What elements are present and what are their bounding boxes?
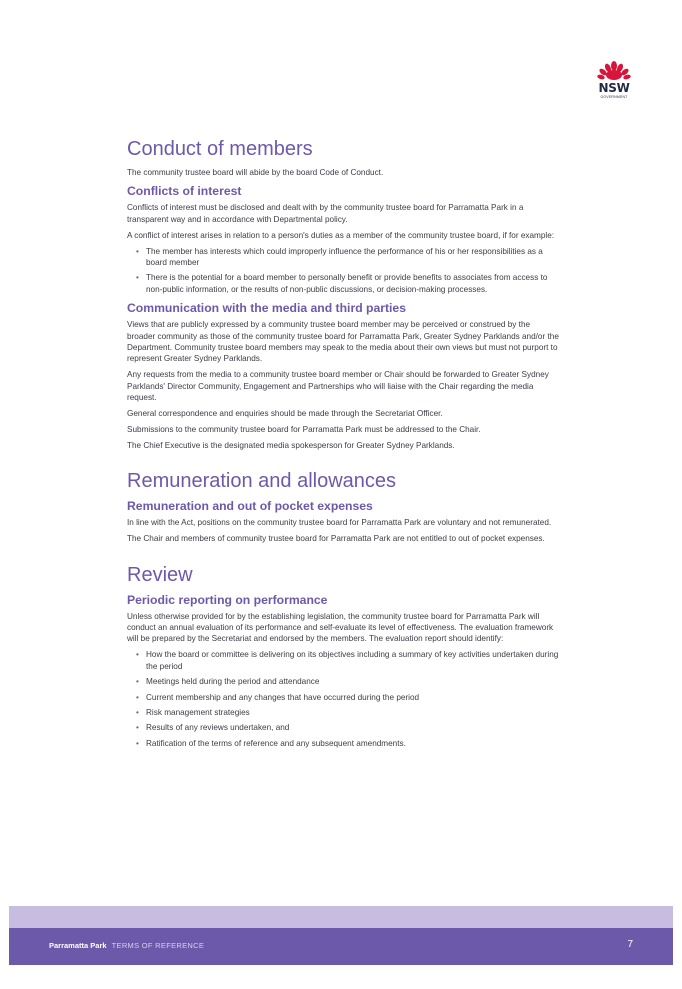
footer-document-name: TERMS OF REFERENCE (111, 941, 205, 950)
conflicts-list (127, 246, 559, 296)
heading-conflicts-of-interest: Conflicts of interest (127, 184, 242, 199)
page-footer (9, 928, 673, 965)
heading-periodic-reporting: Periodic reporting on performance (127, 592, 328, 607)
footer-park-name: Parramatta Park (49, 941, 107, 950)
heading-communication-media: Communication with the media and third parties (127, 301, 406, 316)
review-paragraph-1: Unless otherwise provided for by the establishing legislation, the community trustee board for Parramatta Park will conduct an annual evaluation of its performance and self-evaluate its level of effectiveness. The evaluation framework will be prepared by the Secretariat and endorsed by the members. The evaluation report should identify: (127, 611, 554, 644)
list-item: • Risk management strategies (146, 707, 559, 718)
heading-conduct-of-members: Conduct of members (127, 138, 313, 160)
media-paragraph-3: General correspondence and enquiries should be made through the Secretariat Officer. (127, 409, 443, 419)
media-paragraph-5: The Chief Executive is the designated media spokesperson for Greater Sydney Parklands. (127, 440, 455, 450)
conduct-intro: The community trustee board will abide by the board Code of Conduct. (127, 168, 384, 177)
conflicts-paragraph-2: A conflict of interest arises in relation to a person's duties as a member of the community trustee board, if for example: (127, 230, 555, 240)
list-item: • How the board or committee is delivering on its objectives including a summary of key activities undertaken during the period (146, 649, 559, 672)
media-paragraph-1: Views that are publicly expressed by a community trustee board member may be perceived or construed by the broader community as those of the community trustee board for Parramatta Park, Greater Sydney Parklands and/or the Department. Community trustee board members may speak to the media about their own views but must not purport to represent Greater Sydney Parklands. (127, 320, 559, 364)
page-number: 7 (627, 939, 633, 950)
conflicts-paragraph-1: Conflicts of interest must be disclosed and dealt with by the community trustee board for Parramatta Park in a transparent way and in accordance with Departmental policy. (127, 203, 524, 224)
remuneration-paragraph-1: In line with the Act, positions on the community trustee board for Parramatta Park are voluntary and not remunerated. (127, 518, 552, 528)
nsw-government-logo (593, 60, 635, 104)
list-item: • Meetings held during the period and attendance (146, 676, 559, 687)
heading-remuneration-expenses: Remuneration and out of pocket expenses (127, 499, 373, 514)
list-item: • Results of any reviews undertaken, and (146, 722, 559, 733)
heading-remuneration: Remuneration and allowances (127, 470, 397, 493)
list-item: • There is the potential for a board member to personally benefit or provide benefits to associates from access to non-public information, or the results of non-public discussions, or decision-making processes. (146, 272, 559, 295)
heading-review: Review (127, 563, 193, 586)
remuneration-paragraph-2: The Chair and members of community trustee board for Parramatta Park are not entitled to out of pocket expenses. (127, 534, 545, 544)
list-item: • Ratification of the terms of reference and any subsequent amendments. (146, 738, 559, 749)
media-paragraph-2: Any requests from the media to a community trustee board member or Chair should be forwarded to Greater Sydney Parklands' Director Community, Engagement and Partnerships who will liaise with the Chair regarding the media request. (127, 370, 549, 403)
media-paragraph-4: Submissions to the community trustee board for Parramatta Park must be addressed to the Chair. (127, 425, 481, 434)
review-list (127, 649, 559, 749)
list-item: • The member has interests which could improperly influence the performance of his or her responsibilities as a board member (146, 246, 559, 269)
footer-accent-band (9, 906, 673, 928)
main-content (127, 137, 559, 754)
list-item: • Current membership and any changes that have occurred during the period (146, 692, 559, 703)
logo-subtext: GOVERNMENT (600, 95, 628, 99)
logo-text: NSW (598, 81, 630, 95)
footer-title (49, 941, 204, 951)
